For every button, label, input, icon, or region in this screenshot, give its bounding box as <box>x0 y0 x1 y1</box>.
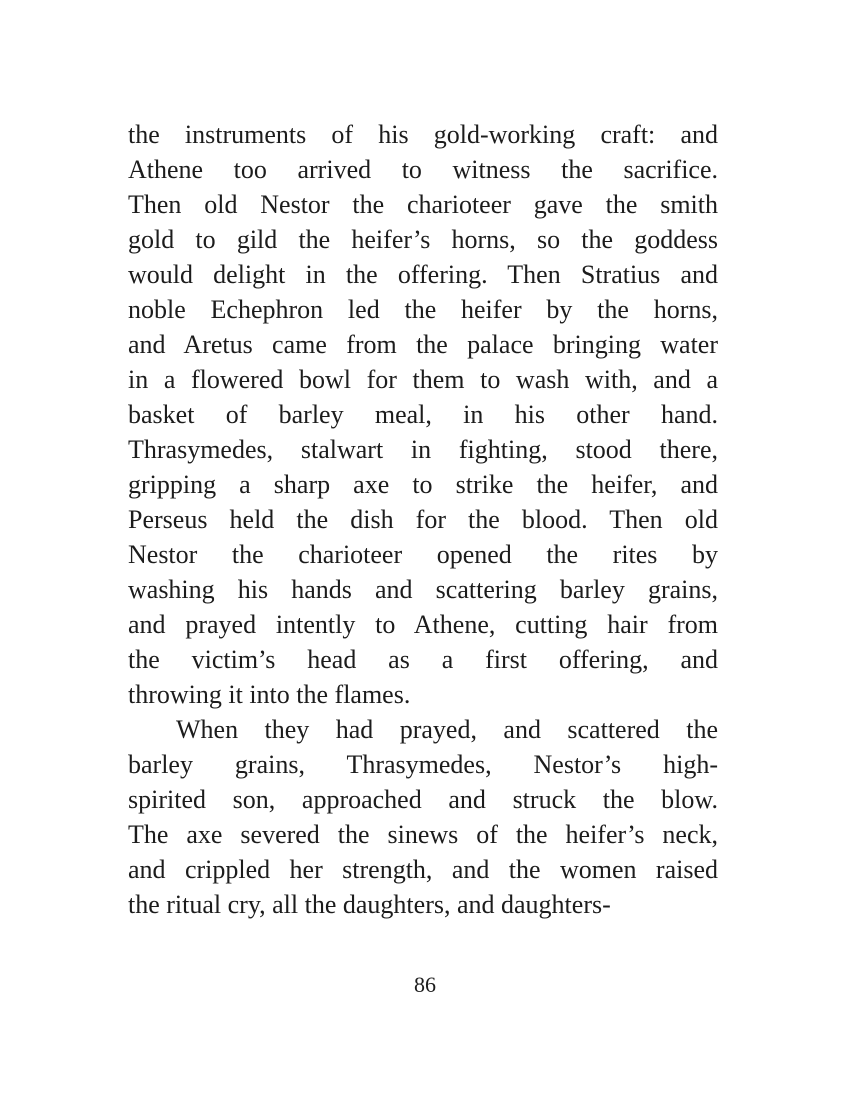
text-line: Perseus held the dish for the blood. Then old <box>128 505 718 534</box>
text-line: would delight in the offering. Then Stratius and <box>128 260 718 289</box>
text-line: and prayed intently to Athene, cutting hair from <box>128 610 718 639</box>
body-text <box>128 117 718 922</box>
text-line: and crippled her strength, and the women raised <box>128 855 718 884</box>
text-line: Athene too arrived to witness the sacrifice. <box>128 155 718 184</box>
text-line: and Aretus came from the palace bringing water <box>128 330 718 359</box>
text-line: spirited son, approached and struck the blow. <box>128 785 718 814</box>
text-line: gold to gild the heifer’s horns, so the goddess <box>128 225 718 254</box>
text-line: noble Echephron led the heifer by the horns, <box>128 295 718 324</box>
text-line: Thrasymedes, stalwart in fighting, stood there, <box>128 435 718 464</box>
text-line: Nestor the charioteer opened the rites by <box>128 540 718 569</box>
text-line: gripping a sharp axe to strike the heifer, and <box>128 470 718 499</box>
text-line: barley grains, Thrasymedes, Nestor’s high- <box>128 750 718 779</box>
paragraph <box>128 712 718 922</box>
text-line: Then old Nestor the charioteer gave the smith <box>128 190 718 219</box>
text-line: the instruments of his gold-working craft: and <box>128 120 718 149</box>
paragraph <box>128 117 718 712</box>
text-line: When they had prayed, and scattered the <box>176 715 718 744</box>
text-line: The axe severed the sinews of the heifer’s neck, <box>128 820 718 849</box>
text-line: the ritual cry, all the daughters, and daughters- <box>128 890 611 919</box>
page-number: 86 <box>414 972 436 997</box>
text-line: throwing it into the flames. <box>128 680 411 709</box>
text-line: washing his hands and scattering barley grains, <box>128 575 718 604</box>
text-line: in a flowered bowl for them to wash with, and a <box>128 365 718 394</box>
text-line: basket of barley meal, in his other hand. <box>128 400 718 429</box>
text-line: the victim’s head as a first offering, and <box>128 645 718 674</box>
